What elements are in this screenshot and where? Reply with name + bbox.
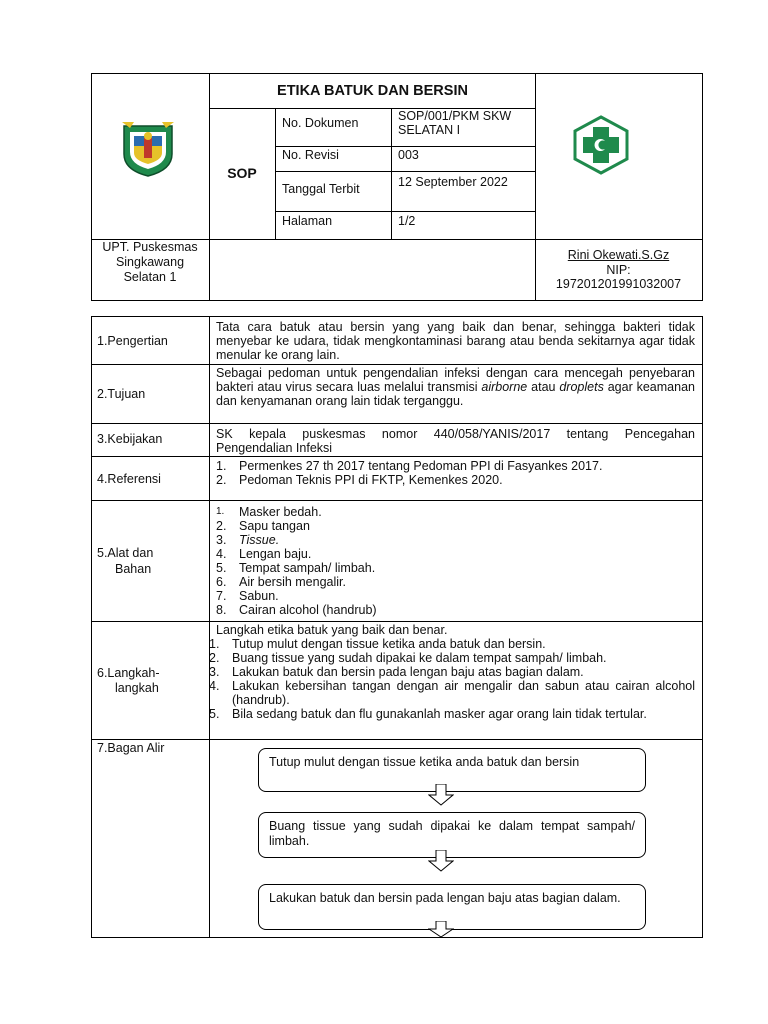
page-label: Halaman [282,214,333,228]
page-value: 1/2 [398,214,416,228]
alat-bahan-label: 5.Alat dan Bahan [97,546,154,576]
bagan-alir-label: 7.Bagan Alir [97,741,165,755]
list-item: 2. Buang tissue yang sudah dipakai ke dalam tempat sampah/ limbah. [209,651,607,665]
langkah-list [209,637,695,721]
tujuan-text-a: Sebagai pedoman untuk pengendalian infeksi dengan cara mencegah penyebaran bakteri atau virus secara luas melalui transmisi [216,366,695,394]
list-item: 7. Sabun. [216,589,279,603]
signatory-name: Rini Okewati.S.Gz [567,248,670,262]
list-item: 1. Masker bedah. [216,505,322,519]
flow-arrow-down-icon [428,850,454,875]
referensi-label: 4.Referensi [97,472,161,486]
list-item: 3. Tissue. [216,533,280,547]
kebijakan-text: SK kepala puskesmas nomor 440/058/YANIS/2017 tentang Pencegahan Pengendalian Infeksi [216,427,695,455]
tujuan-droplets: droplets [559,380,604,394]
referensi-list [216,459,695,487]
list-item: 2. Sapu tangan [216,519,310,533]
flow-step-1: Tutup mulut dengan tissue ketika anda batuk dan bersin [258,748,646,792]
list-item: 2. Pedoman Teknis PPI di FKTP, Kemenkes 2020. [216,473,503,487]
doc-number-value: SOP/001/PKM SKW SELATAN I [398,109,512,137]
langkah-intro: Langkah etika batuk yang baik dan benar. [216,623,448,637]
tujuan-text-c: agar keamanan dan kenyamanan orang lain tidak terganggu. [216,380,695,408]
sop-label: SOP [227,165,257,181]
tujuan-text-b: atau [531,380,556,394]
list-item: 5. Bila sedang batuk dan flu gunakanlah masker agar orang lain tidak tertular. [209,707,647,721]
pengertian-label: 1.Pengertian [97,334,168,348]
flow-step-3: Lakukan batuk dan bersin pada lengan baju atas bagian dalam. [258,884,646,930]
tujuan-label: 2.Tujuan [97,387,146,401]
list-item: 8. Cairan alcohol (handrub) [216,603,377,617]
signatory-nip: 197201201991032007 [555,277,682,291]
list-item: 1. Permenkes 27 th 2017 tentang Pedoman PPI di Fasyankes 2017. [216,459,603,473]
flow-arrow-down-icon [428,784,454,809]
list-item: 4. Lengan baju. [216,547,312,561]
langkah-label: 6.Langkah- langkah [97,666,160,695]
org-name: UPT. Puskesmas Singkawang Selatan 1 [102,240,198,284]
kebijakan-label: 3.Kebijakan [97,432,163,446]
list-item: 6. Air bersih mengalir. [216,575,346,589]
alat-bahan-list [216,505,695,617]
document-title: ETIKA BATUK DAN BERSIN [277,83,468,99]
issue-date-value: 12 September 2022 [398,175,508,189]
list-item: 1. Tutup mulut dengan tissue ketika anda batuk dan bersin. [209,637,546,651]
tujuan-airborne: airborne [481,380,528,394]
flow-arrow-down-icon [428,921,454,940]
regional-crest-logo [120,120,176,178]
list-item: 3. Lakukan batuk dan bersin pada lengan baju atas bagian dalam. [209,665,584,679]
issue-date-label: Tanggal Terbit [282,182,360,196]
puskesmas-logo [571,115,631,175]
tujuan-text [216,366,695,408]
pengertian-text: Tata cara batuk atau bersin yang yang baik dan benar, sehingga bakteri tidak menyebar ke udara, tidak mengkontaminasi barang atau benda sekitarnya agar tidak menular ke orang lain. [216,320,695,362]
signatory-nip-label: NIP: [606,263,631,277]
list-item: 5. Tempat sampah/ limbah. [216,561,376,575]
revision-value: 003 [398,148,419,162]
list-item: 4. Lakukan kebersihan tangan dengan air mengalir dan sabun atau cairan alcohol (handrub). [209,679,695,707]
doc-number-label: No. Dokumen [282,116,359,130]
revision-label: No. Revisi [282,148,339,162]
flow-step-2: Buang tissue yang sudah dipakai ke dalam tempat sampah/ limbah. [258,812,646,858]
